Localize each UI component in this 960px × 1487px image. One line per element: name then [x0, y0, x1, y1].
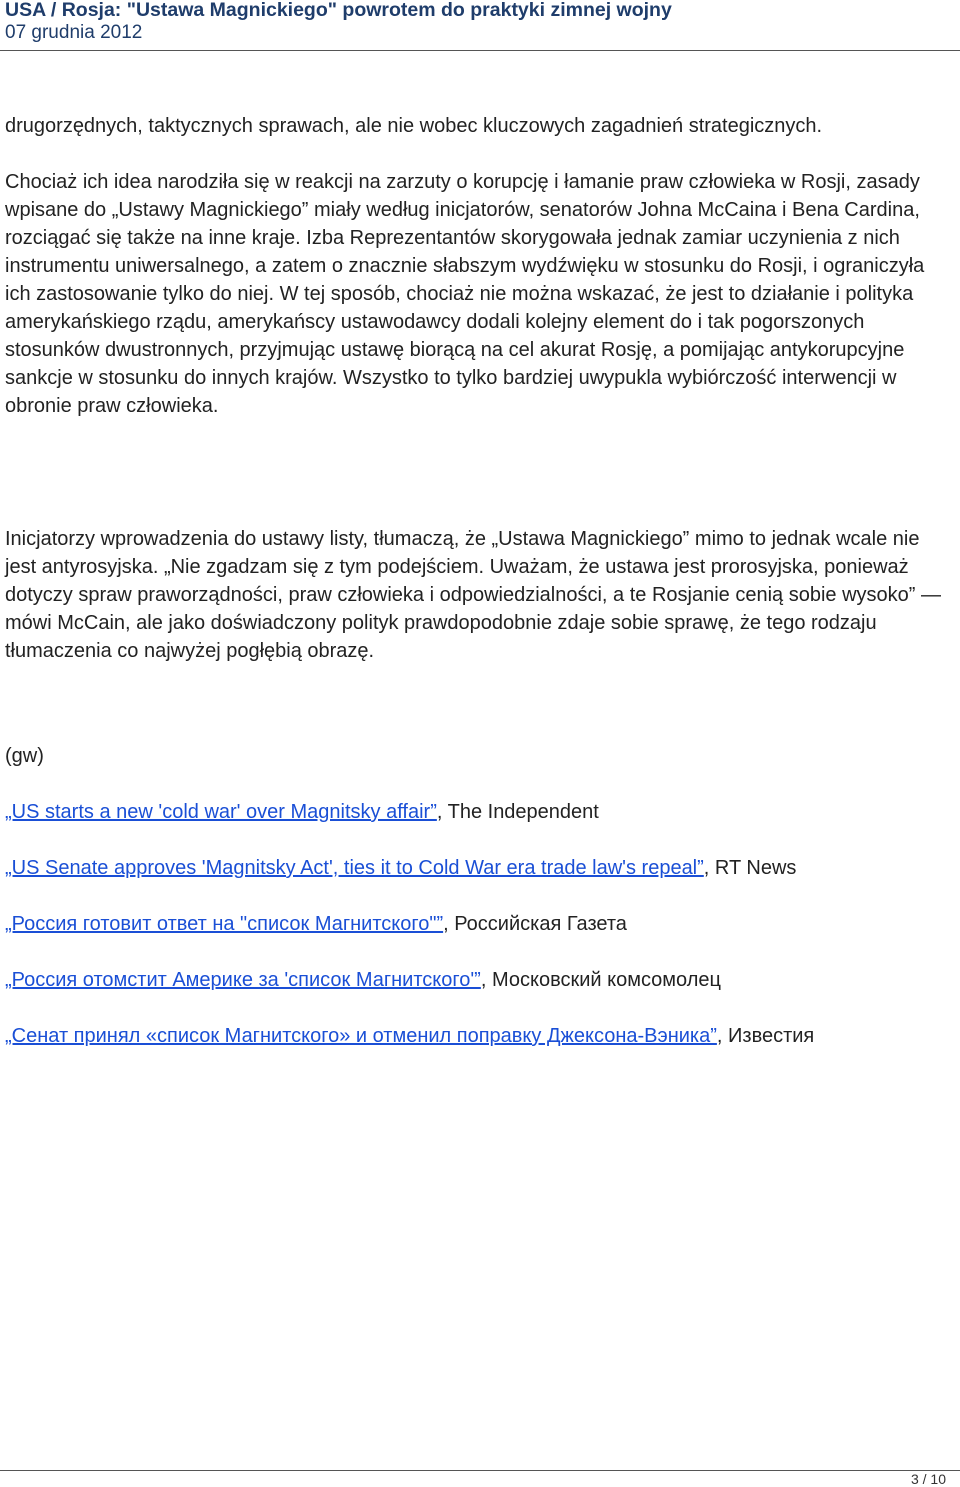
reference-item	[5, 966, 955, 994]
reference-item	[5, 910, 955, 938]
reference-item	[5, 854, 955, 882]
reference-item	[5, 798, 955, 826]
paragraph-scope: Chociaż ich idea narodziła się w reakcji na zarzuty o korupcję i łamanie praw człowieka w Rosji, zasady wpisane do „Ustawy Magnickiego” miały według inicjatorów, senatorów Johna McCaina i Bena Cardina, rozciągać się także na inne kraje. Izba Reprezentantów skorygowała jednak zamiar uczynienia z nich instrumentu uniwersalnego, a zatem o znacznie słabszym wydźwięku w stosunku do Rosji, i ograniczyła ich zastosowanie tylko do niej. W tej sposób, chociaż nie można wskazać, że jest to działanie i polityka amerykańskiego rządu, amerykańscy ustawodawcy dodali kolejny element do i tak pogorszonych stosunków dwustronnych, przyjmując ustawę biorącą na cel akurat Rosję, a pomijając antykorupcyjne sankcje w stosunku do innych krajów. Wszystko to tylko bardziej uwypukla wybiórczość interwencji w obronie praw człowieka.	[5, 171, 925, 417]
reference-source: , The Independent	[436, 801, 599, 823]
paragraph-quote: Inicjatorzy wprowadzenia do ustawy listy, tłumaczą, że „Ustawa Magnickiego” mimo to jednak wcale nie jest antyrosyjska. „Nie zgadzam się z tym podejściem. Uważam, że ustawa jest prorosyjska, ponieważ dotyczy spraw praworządności, praw człowieka i odpowiedzialności, a te Rosjanie cenią sobie wysoko” — mówi McCain, ale jako doświadczony polityk prawdopodobnie zdaje sobie sprawę, że tego rodzaju tłumaczenia co najwyżej pogłębią obrazę.	[5, 528, 941, 662]
reference-link[interactable]: „US starts a new 'cold war' over Magnitsky affair”	[5, 801, 437, 823]
author-signature: (gw)	[5, 745, 44, 767]
reference-source: , RT News	[703, 857, 797, 879]
footer-divider	[0, 1470, 960, 1471]
article-title: USA / Rosja: "Ustawa Magnickiego" powrotem do praktyki zimnej wojny	[5, 0, 672, 21]
reference-source: , Российская Газета	[443, 913, 627, 935]
page-number: 3 / 10	[910, 1471, 946, 1487]
reference-source: , Известия	[716, 1025, 815, 1047]
reference-source: , Московский комсомолец	[480, 969, 721, 991]
article-body	[5, 112, 955, 1050]
reference-link[interactable]: „Сенат принял «список Магнитского» и отменил поправку Джексона-Вэника”	[5, 1025, 717, 1047]
page-header	[0, 0, 960, 51]
reference-link[interactable]: „Россия отомстит Америке за 'список Магнитского'”	[5, 969, 481, 991]
paragraph-continuation: drugorzędnych, taktycznych sprawach, ale nie wobec kluczowych zagadnień strategicznych.	[5, 115, 823, 137]
reference-link[interactable]: „US Senate approves 'Magnitsky Act', ties it to Cold War era trade law's repeal”	[5, 857, 704, 879]
article-date: 07 grudnia 2012	[5, 22, 143, 43]
reference-item	[5, 1022, 955, 1050]
reference-link[interactable]: „Россия готовит ответ на "список Магнитского"”	[5, 913, 444, 935]
